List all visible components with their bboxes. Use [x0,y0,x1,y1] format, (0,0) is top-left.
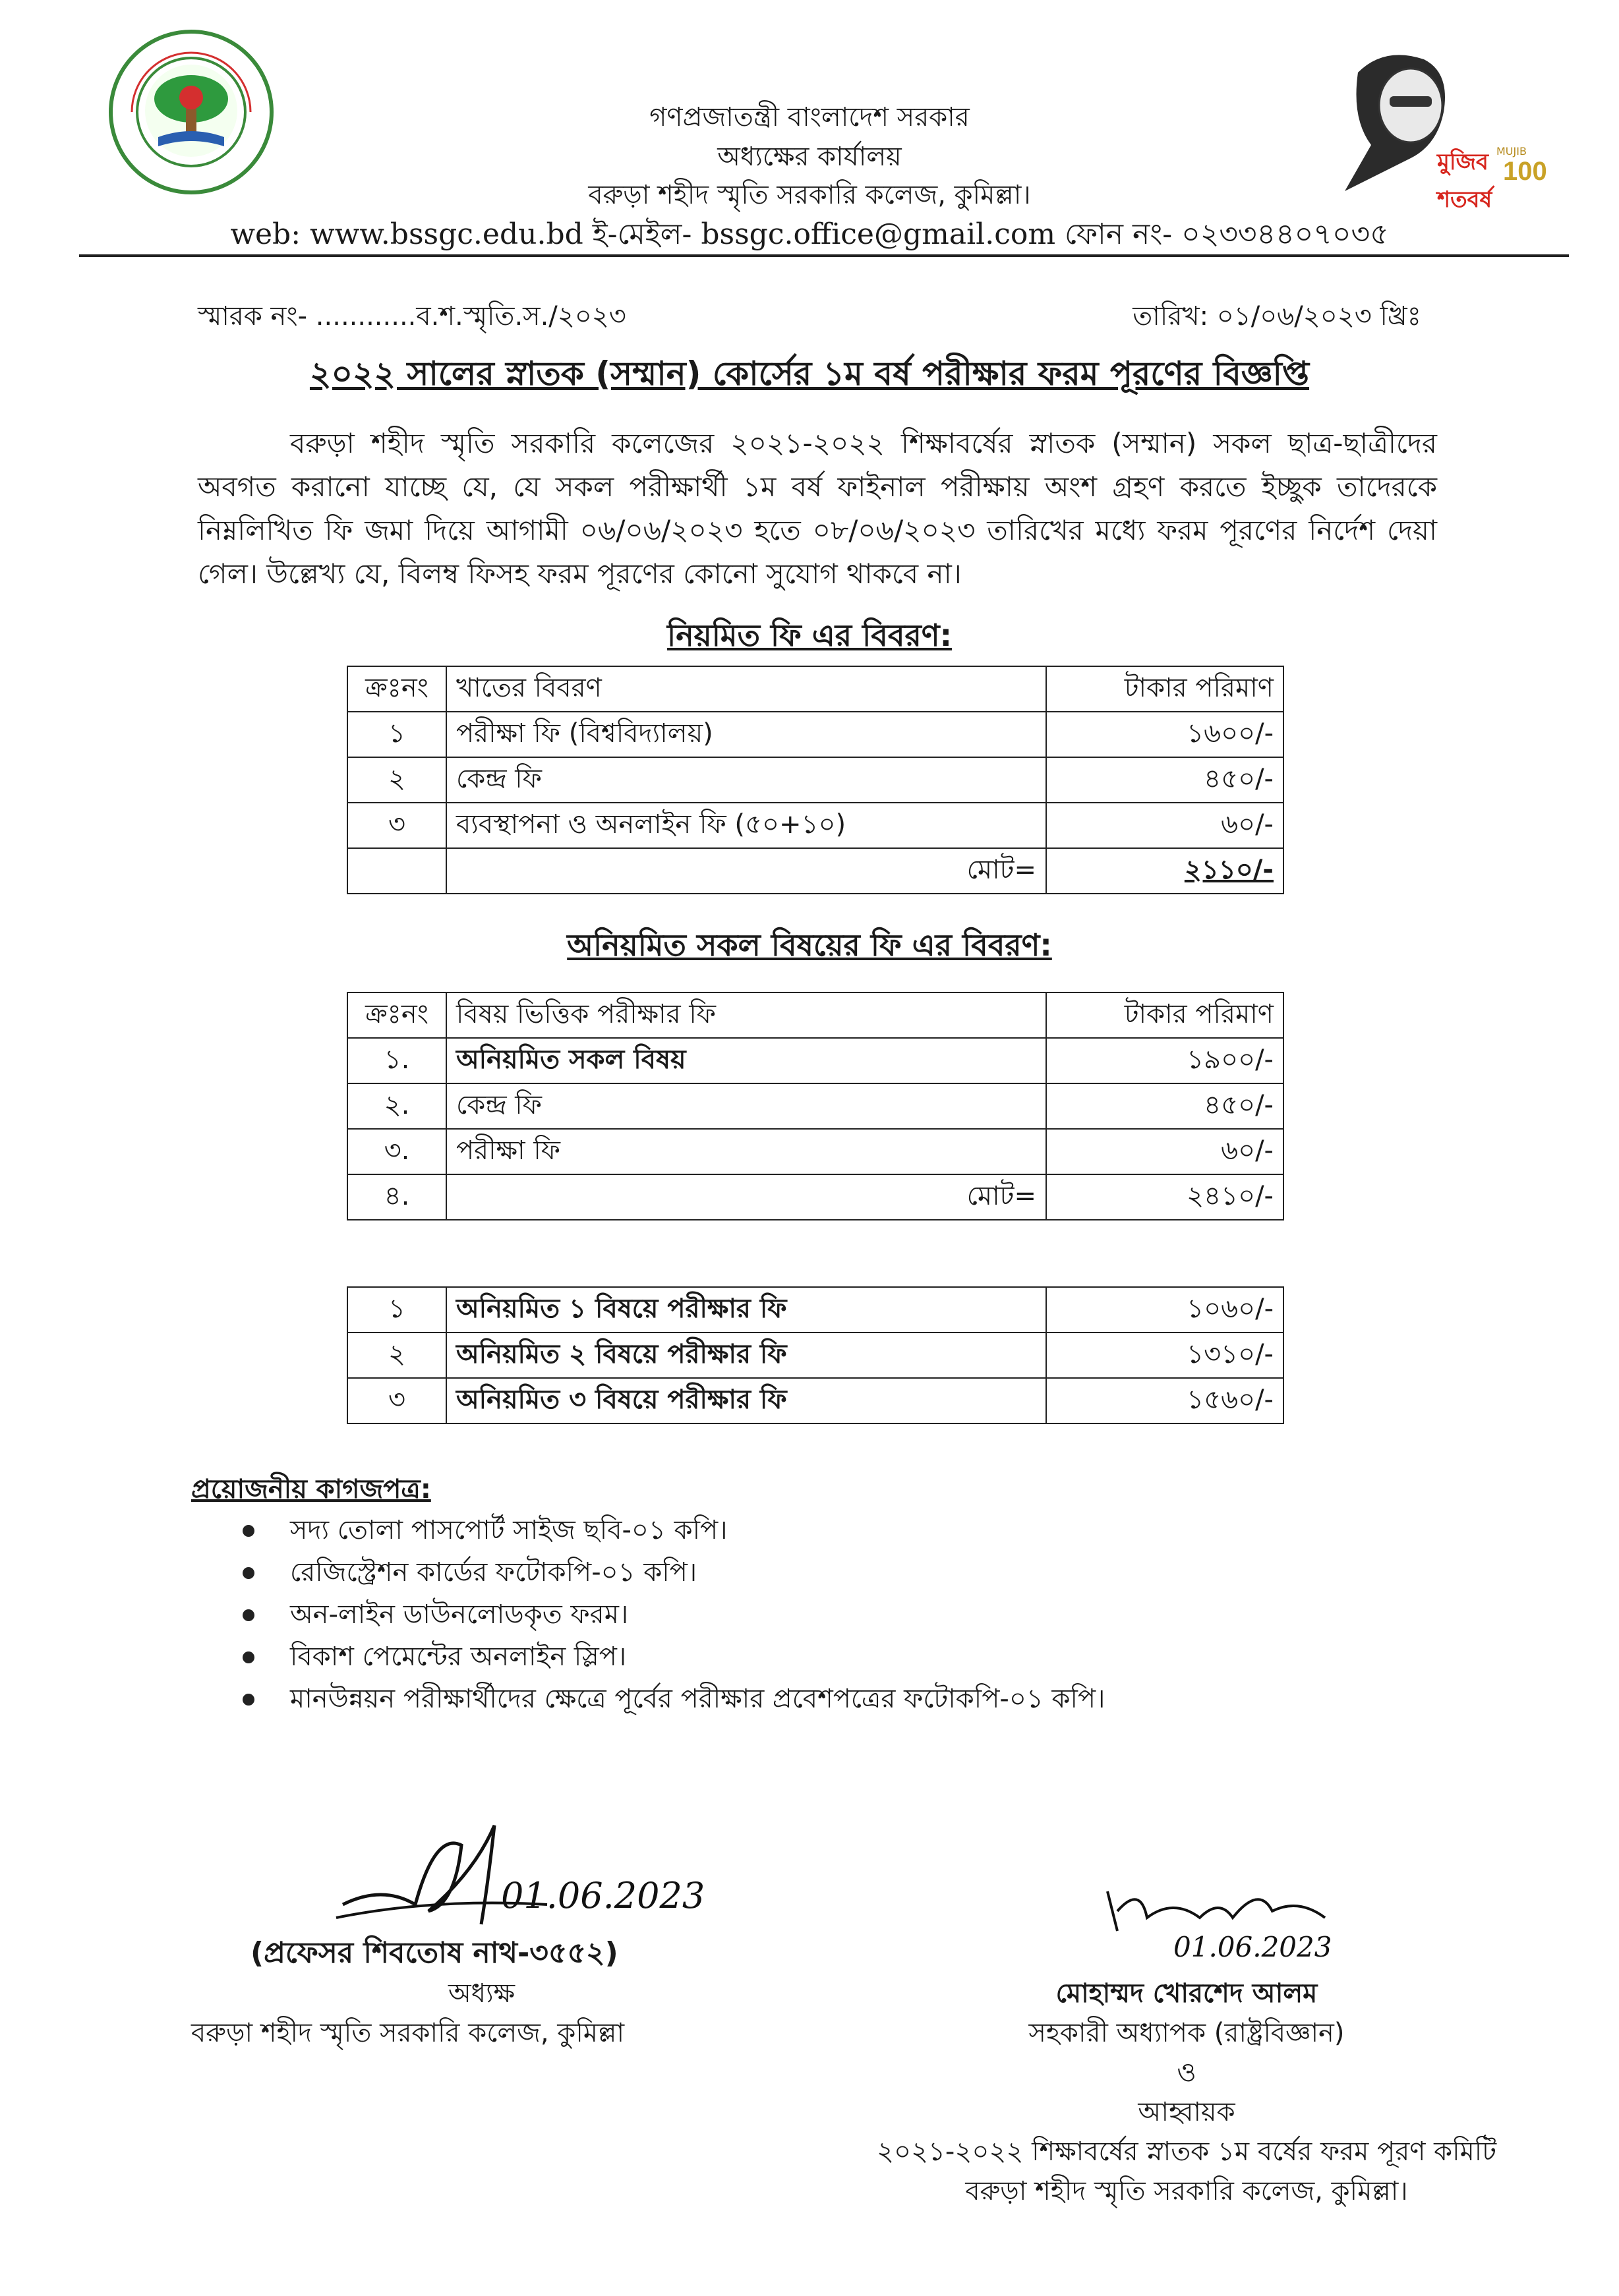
principal-name: (প্রফেসর শিবতোষ নাথ-৩৫৫২) [250,1936,618,1970]
office-line: অধ্যক্ষের কার্যালয় [717,142,902,172]
government-line: গণপ্রজাতন্ত্রী বাংলাদেশ সরকার [649,102,970,132]
list-item [237,1509,1105,1551]
row-description: অনিয়মিত ১ বিষয়ে পরীক্ষার ফি [446,1287,1046,1333]
mujib-number: 100 [1503,157,1547,186]
row-amount: ৬০/- [1046,803,1283,848]
row-amount: ৪৫০/- [1046,1083,1283,1129]
required-documents-heading: প্রয়োজনীয় কাগজপত্র: [191,1474,431,1505]
header-divider [79,254,1569,257]
regular-fee-heading: নিয়মিত ফি এর বিবরণ: [667,617,952,653]
row-amount: ১৬০০/- [1046,712,1283,757]
mujib-text: মুজিব শতবর্ষ [1437,149,1492,213]
row-serial: ২ [347,757,446,803]
col-description: খাতের বিবরণ [446,666,1046,712]
table-row [347,1378,1283,1423]
col-description: বিষয় ভিত্তিক পরীক্ষার ফি [446,992,1046,1038]
table-row [347,757,1283,803]
row-serial: ১ [347,712,446,757]
row-description: পরীক্ষা ফি [446,1129,1046,1174]
row-amount: ১০৬০/- [1046,1287,1283,1333]
convener-role: আহ্বায়ক [1138,2097,1235,2127]
row-description: ব্যবস্থাপনা ও অনলাইন ফি (৫০+১০) [446,803,1046,848]
table-row [347,803,1283,848]
list-item-text: বিকাশ পেমেন্টের অনলাইন স্লিপ। [290,1642,627,1672]
total-row [347,1174,1283,1220]
table-header-row [347,666,1283,712]
issue-date: তারিখ: ০১/০৬/২০২৩ খ্রিঃ [1133,301,1421,331]
bullet-icon [243,1609,254,1621]
row-serial-empty [347,848,446,894]
bullet-icon [243,1694,254,1706]
col-serial: ক্রঃনং [347,666,446,712]
list-item-text: সদ্য তোলা পাসপোর্ট সাইজ ছবি-০১ কপি। [290,1515,728,1545]
list-item [237,1636,1105,1678]
row-serial: ৩ [347,1378,446,1423]
row-amount: ১৯০০/- [1046,1038,1283,1083]
principal-designation: অধ্যক্ষ [448,1978,515,2009]
list-item-text: রেজিস্ট্রেশন কার্ডের ফটোকপি-০১ কপি। [290,1557,697,1588]
required-documents-list [237,1509,1105,1720]
table-row [347,1287,1283,1333]
regular-fee-table [347,666,1284,894]
convener-name: মোহাম্মদ খোরশেদ আলম [1055,1978,1318,2009]
memo-number: স্মারক নং- ............ব.শ.স্মৃতি.স./২০২৩ [198,301,626,331]
irregular-fee-table [347,992,1284,1220]
convener-designation: সহকারী অধ্যাপক (রাষ্ট্রবিজ্ঞান) [1028,2018,1345,2048]
convener-signature-date: 01.06.2023 [1173,1931,1332,1963]
row-serial: ৩ [347,803,446,848]
notice-title: ২০২২ সালের স্নাতক (সম্মান) কোর্সের ১ম বর্ষ পরীক্ষার ফরম পূরণের বিজ্ঞপ্তি [309,355,1310,393]
col-amount: টাকার পরিমাণ [1046,992,1283,1038]
bullet-icon [243,1525,254,1537]
table-header-row [347,992,1283,1038]
row-serial: ৪. [347,1174,446,1220]
total-amount: ২৪১০/- [1046,1174,1283,1220]
col-amount: টাকার পরিমাণ [1046,666,1283,712]
convener-institution: বরুড়া শহীদ স্মৃতি সরকারি কলেজ, কুমিল্লা। [965,2176,1408,2206]
row-amount: ১৩১০/- [1046,1333,1283,1378]
total-row [347,848,1283,894]
list-item [237,1551,1105,1593]
table-row [347,1333,1283,1378]
principal-signature [330,1806,567,1937]
mujib-en-text: MUJIB [1496,145,1527,158]
college-name-line: বরুড়া শহীদ স্মৃতি সরকারি কলেজ, কুমিল্লা। [588,180,1031,210]
notice-body [198,422,1437,596]
list-item-text: মানউন্নয়ন পরীক্ষার্থীদের ক্ষেত্রে পূর্বের পরীক্ষার প্রবেশপত্রের ফটোকপি-০১ কপি। [290,1684,1105,1714]
total-amount: ২১১০/- [1046,848,1283,894]
row-amount: ৪৫০/- [1046,757,1283,803]
principal-institution: বরুড়া শহীদ স্মৃতি সরকারি কলেজ, কুমিল্লা [191,2018,625,2048]
table-row [347,1083,1283,1129]
table-row [347,1129,1283,1174]
row-amount: ১৫৬০/- [1046,1378,1283,1423]
irregular-fee-heading: অনিয়মিত সকল বিষয়ের ফি এর বিবরণ: [567,927,1052,963]
bullet-icon [243,1567,254,1579]
list-item [237,1593,1105,1636]
table-row [347,712,1283,757]
table-row [347,1038,1283,1083]
subject-fee-table [347,1286,1284,1424]
total-label: মোট= [446,1174,1046,1220]
notice-body-text: বরুড়া শহীদ স্মৃতি সরকারি কলেজের ২০২১-২০২২ শিক্ষাবর্ষের স্নাতক (সম্মান) সকল ছাত্র-ছাত্রীদের অবগত করানো যাচ্ছে যে, যে সকল পরীক্ষার্থী ১ম বর্ষ ফাইনাল পরীক্ষায় অংশ গ্রহণ করতে ইচ্ছুক তাদেরকে নিম্নলিখিত ফি জমা দিয়ে আগামী ০৬/০৬/২০২৩ হতে ০৮/০৬/২০২৩ তারিখের মধ্যে ফরম পূরণের নির্দেশ দেয়া গেল। উল্লেখ্য যে, বিলম্ব ফিসহ ফরম পূরণের কোনো সুযোগ থাকবে না। [198,427,1437,590]
row-description: পরীক্ষা ফি (বিশ্ববিদ্যালয়) [446,712,1046,757]
total-label: মোট= [446,848,1046,894]
convener-committee: ২০২১-২০২২ শিক্ষাবর্ষের স্নাতক ১ম বর্ষের ফরম পূরণ কমিটি [876,2137,1497,2167]
row-description: অনিয়মিত ২ বিষয়ে পরীক্ষার ফি [446,1333,1046,1378]
row-serial: ২. [347,1083,446,1129]
row-description: অনিয়মিত সকল বিষয় [446,1038,1046,1083]
row-amount: ৬০/- [1046,1129,1283,1174]
row-description: অনিয়মিত ৩ বিষয়ে পরীক্ষার ফি [446,1378,1046,1423]
list-item [237,1678,1105,1720]
row-serial: ১. [347,1038,446,1083]
row-serial: ২ [347,1333,446,1378]
row-description: কেন্দ্র ফি [446,757,1046,803]
col-serial: ক্রঃনং [347,992,446,1038]
list-item-text: অন-লাইন ডাউনলোডকৃত ফরম। [290,1599,629,1630]
row-serial: ১ [347,1287,446,1333]
principal-signature-date: 01.06.2023 [501,1875,705,1916]
row-serial: ৩. [347,1129,446,1174]
row-description: কেন্দ্র ফি [446,1083,1046,1129]
contact-line: web: www.bssgc.edu.bd ই-মেইল- bssgc.office@gmail.com ফোন নং- ০২৩৩৪৪০৭০৩৫ [230,217,1389,251]
bullet-icon [243,1651,254,1663]
convener-and: ও [1177,2057,1196,2088]
